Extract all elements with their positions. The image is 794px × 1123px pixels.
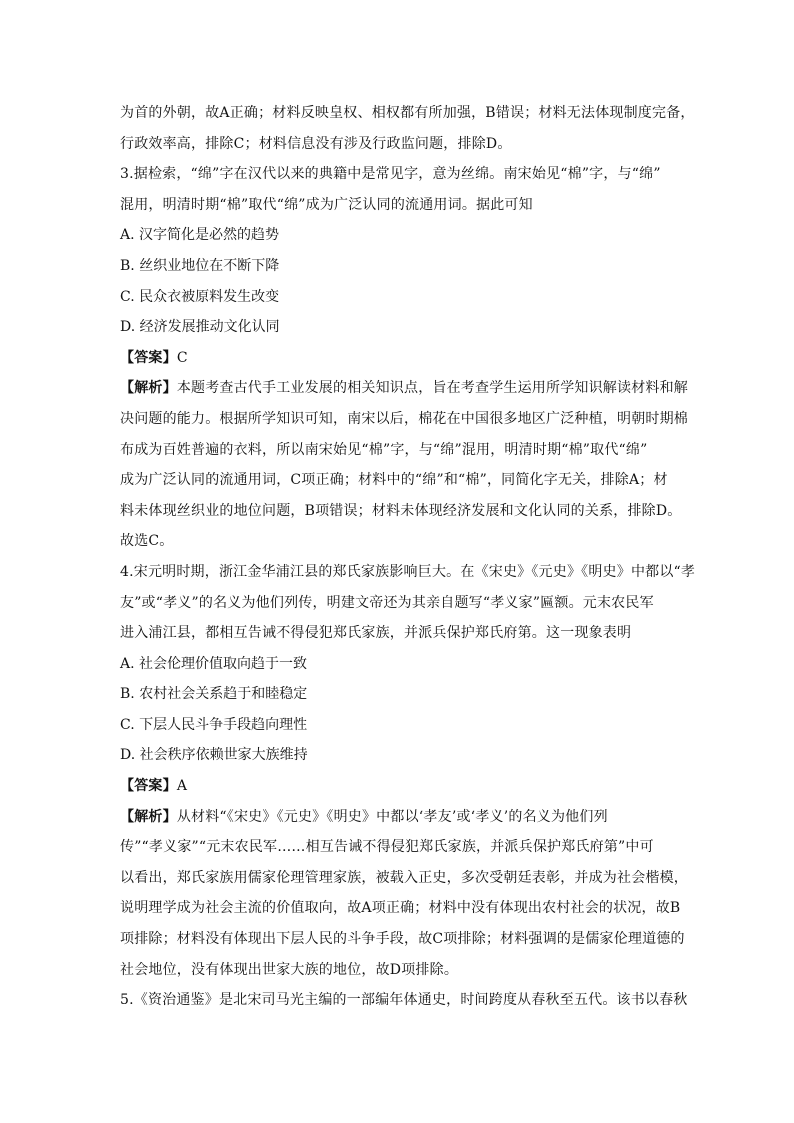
option-text: C. 民众衣被原料发生改变 — [120, 288, 280, 305]
analysis-line — [120, 373, 689, 404]
line-text: 故选C。 — [120, 533, 174, 550]
line-text: 传”“孝义家”“元末农民军……相互告诫不得侵犯郑氏家族，并派兵保护郑氏府第”中可 — [120, 839, 654, 856]
option-line — [120, 649, 676, 680]
analysis-text: 从材料“《宋史》《元史》《明史》中都以‘孝友’或‘孝义’的名义为他们列 — [176, 808, 608, 825]
answer-line — [120, 343, 676, 374]
text-line — [120, 924, 685, 955]
option-text: B. 丝织业地位在不断下降 — [120, 257, 280, 274]
line-text: 以看出，郑氏家族用儒家伦理管理家族，被载入正史，多次受朝廷表彰，并成为社会楷模， — [120, 869, 688, 886]
text-line — [120, 526, 676, 557]
option-line — [120, 312, 676, 343]
option-text: A. 汉字简化是必然的趋势 — [120, 227, 280, 244]
line-text: 项排除；材料没有体现出下层人民的斗争手段，故C项排除；材料强调的是儒家伦理道德的 — [120, 931, 685, 948]
option-line — [120, 220, 676, 251]
line-text: 混用，明清时期“棉”取代“绵”成为广泛认同的流通用词。据此可知 — [120, 196, 533, 213]
analysis-tag: 【解析】 — [120, 808, 177, 825]
answer-line — [120, 771, 676, 802]
text-line — [120, 496, 682, 527]
answer-tag: 【答案】 — [120, 349, 177, 366]
answer-text: A — [176, 778, 188, 795]
line-text: 5.《资治通鉴》是北宋司马光主编的一部编年体通史，时间跨度从春秋至五代。该书以春秋 — [120, 992, 688, 1009]
answer-text: C — [176, 349, 188, 366]
line-text: 为首的外朝，故A正确；材料反映皇权、相权都有所加强，B错误；材料无法体现制度完备， — [120, 105, 695, 121]
line-text: 4.宋元明时期，浙江金华浦江县的郑氏家族影响巨大。在《宋史》《元史》《明史》中都以“孝 — [120, 563, 696, 580]
option-text: D. 社会秩序依赖世家大族维持 — [120, 747, 308, 764]
option-text: A. 社会伦理价值取向趋于一致 — [120, 655, 308, 672]
text-line — [120, 465, 676, 496]
line-text: 行政效率高，排除C；材料信息没有涉及行政监问题，排除D。 — [120, 135, 512, 152]
text-line — [120, 404, 688, 435]
option-text: C. 下层人民斗争手段趋向理性 — [120, 716, 308, 733]
text-line — [120, 955, 676, 986]
text-line — [120, 435, 676, 466]
line-text: 成为广泛认同的流通用词，C项正确；材料中的“绵”和“棉”，同简化字无关，排除A；材 — [120, 472, 668, 489]
analysis-line — [120, 802, 676, 833]
line-text: 社会地位，没有体现出世家大族的地位，故D项排除。 — [120, 961, 459, 978]
text-line — [120, 98, 695, 129]
text-line — [120, 893, 681, 924]
analysis-text: 本题考查古代手工业发展的相关知识点，旨在考查学生运用所学知识解读材料和解 — [176, 380, 689, 397]
line-text: 布成为百姓普遍的衣料，所以南宋始见“棉”字，与“绵”混用，明清时期“棉”取代“绵” — [120, 441, 648, 458]
line-text: 3.据检索，“绵”字在汉代以来的典籍中是常见字，意为丝绵。南宋始见“棉”字，与“绵” — [120, 166, 661, 183]
answer-tag: 【答案】 — [120, 778, 177, 795]
text-line — [120, 618, 676, 649]
option-line — [120, 679, 676, 710]
option-line — [120, 710, 676, 741]
text-line — [120, 159, 676, 190]
line-text: 进入浦江县，都相互告诫不得侵犯郑氏家族，并派兵保护郑氏府第。这一现象表明 — [120, 625, 632, 642]
line-text: 决问题的能力。根据所学知识可知，南宋以后，棉花在中国很多地区广泛种植，明朝时期棉 — [120, 410, 688, 427]
text-line — [120, 863, 688, 894]
option-line — [120, 282, 676, 313]
option-text: B. 农村社会关系趋于和睦稳定 — [120, 686, 308, 703]
document-body — [120, 98, 696, 1016]
text-line — [120, 832, 676, 863]
line-text: 料未体现丝织业的地位问题，B项错误；材料未体现经济发展和文化认同的关系，排除D。 — [120, 502, 682, 519]
option-line — [120, 740, 676, 771]
text-line — [120, 985, 688, 1016]
text-line — [120, 588, 676, 619]
text-line — [120, 557, 696, 588]
option-text: D. 经济发展推动文化认同 — [120, 319, 280, 336]
option-line — [120, 251, 676, 282]
text-line — [120, 190, 676, 221]
analysis-tag: 【解析】 — [120, 380, 177, 397]
line-text: 说明理学成为社会主流的价值取向，故A项正确；材料中没有体现出农村社会的状况，故B — [120, 900, 681, 917]
line-text: 友”或“孝义”的名义为他们列传，明建文帝还为其亲自题写“孝义家”匾额。元末农民军 — [120, 594, 654, 611]
text-line — [120, 129, 676, 160]
